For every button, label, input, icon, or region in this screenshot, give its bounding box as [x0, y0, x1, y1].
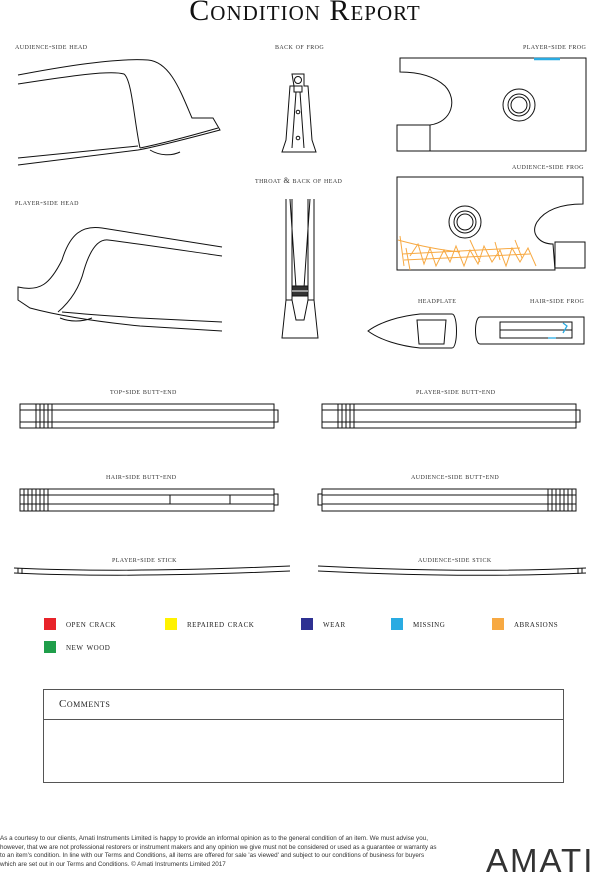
page-title: Condition Report	[189, 0, 421, 27]
legend-swatch	[44, 618, 56, 630]
player-side-butt-end-drawing[interactable]	[322, 404, 580, 428]
legend-swatch	[492, 618, 504, 630]
audience-side-frog-drawing[interactable]	[397, 177, 585, 270]
legend-label: new wood	[66, 641, 111, 653]
label-player-side-frog: player-side frog	[523, 42, 587, 51]
label-player-side-head: player-side head	[15, 198, 79, 207]
legend-swatch	[44, 641, 56, 653]
audience-side-head-drawing[interactable]	[18, 60, 220, 165]
label-back-of-frog: back of frog	[275, 42, 325, 51]
audience-side-butt-end-drawing[interactable]	[318, 489, 576, 511]
label-player-side-stick: player-side stick	[112, 555, 177, 564]
legend-repaired-crack[interactable]	[165, 617, 254, 631]
label-audience-side-head: audience-side head	[15, 42, 88, 51]
comments-box	[43, 689, 564, 783]
headplate-drawing[interactable]	[368, 314, 457, 348]
legend-abrasions[interactable]	[492, 617, 558, 631]
comments-heading: Comments	[44, 690, 563, 720]
audience-side-stick-drawing[interactable]	[318, 566, 586, 575]
legend-label: repaired crack	[187, 618, 255, 630]
throat-back-of-head-drawing[interactable]	[282, 199, 318, 338]
label-hair-side-frog: hair-side frog	[530, 296, 585, 305]
legend-open-crack[interactable]	[44, 617, 116, 631]
legend-missing[interactable]	[391, 617, 445, 631]
player-side-frog-drawing[interactable]	[397, 58, 586, 151]
legend-label: open crack	[66, 618, 117, 630]
label-top-side-butt-end: top-side butt-end	[110, 387, 177, 396]
legend-swatch	[165, 618, 177, 630]
legend-label: wear	[323, 618, 346, 630]
top-side-butt-end-drawing[interactable]	[20, 404, 278, 428]
amati-logo: AMATI	[486, 842, 595, 879]
label-audience-side-stick: audience-side stick	[418, 555, 492, 564]
disclaimer-text: As a courtesy to our clients, Amati Instruments Limited is happy to provide an informal opinion as to the general condition of an item. We must advise you, however, that we are not professional restorers or instrument makers and any opinion we give must not be considered or used as a guarantee or warranty as to an item's condition. In line with our Terms and Conditions, all items are offered for sale 'as viewed' and subject to our conditions of business for buyers which are set out in our Terms and Conditions. © Amati Instruments Limited 2017	[0, 835, 437, 868]
label-throat-back-of-head: throat & back of head	[255, 176, 343, 185]
comments-field[interactable]	[44, 720, 563, 782]
player-side-stick-drawing[interactable]	[14, 566, 290, 575]
hair-side-frog-drawing[interactable]	[476, 317, 585, 344]
legend-wear[interactable]	[301, 617, 346, 631]
player-side-head-drawing[interactable]	[18, 227, 222, 331]
legend-swatch	[391, 618, 403, 630]
hair-side-butt-end-drawing[interactable]	[20, 489, 278, 511]
back-of-frog-drawing[interactable]	[282, 74, 316, 152]
legend-swatch	[301, 618, 313, 630]
label-audience-side-butt-end: audience-side butt-end	[411, 472, 500, 481]
label-hair-side-butt-end: hair-side butt-end	[106, 472, 177, 481]
label-audience-side-frog: audience-side frog	[512, 162, 584, 171]
legend-label: abrasions	[514, 618, 559, 630]
label-headplate: headplate	[418, 296, 457, 305]
label-player-side-butt-end: player-side butt-end	[416, 387, 496, 396]
legend-label: missing	[413, 618, 446, 630]
legend-new-wood[interactable]	[44, 640, 110, 654]
